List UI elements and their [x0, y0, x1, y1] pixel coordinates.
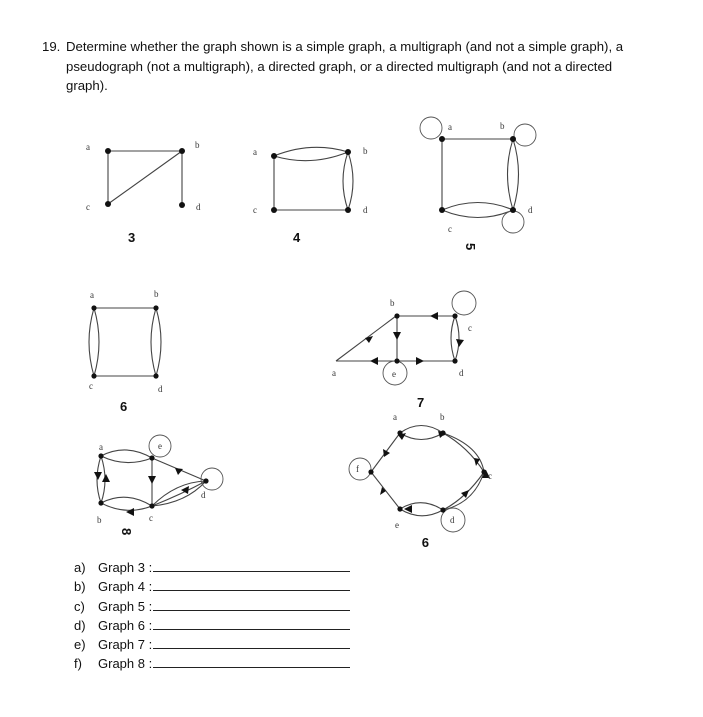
graph-9-vertex-b: b — [440, 412, 445, 422]
answer-label: Graph 6 : — [98, 617, 153, 633]
answer-list — [74, 558, 350, 674]
answer-row — [74, 616, 350, 635]
graph-9-vertex-c: c — [488, 471, 492, 481]
graph-4-vertex-c: c — [253, 205, 257, 215]
answer-blank-graph-7[interactable] — [153, 635, 350, 649]
graph-6-vertex-c: c — [89, 381, 93, 391]
graph-8-vertex-c: c — [149, 513, 153, 523]
answer-blank-graph-5[interactable] — [153, 597, 350, 611]
graph-3-vertex-a: a — [86, 142, 90, 152]
graph-3-vertex-c: c — [86, 202, 90, 212]
answer-blank-graph-6[interactable] — [153, 616, 350, 630]
answer-letter: e) — [74, 637, 86, 653]
graph-5-number: 5 — [463, 243, 478, 251]
graph-7-vertex-a: a — [332, 368, 336, 378]
graph-3 — [86, 140, 201, 245]
answer-blank-graph-4[interactable] — [153, 577, 350, 591]
answer-label: Graph 8 : — [98, 656, 153, 672]
graph-8-number: 8 — [119, 528, 134, 536]
graph-4-vertex-b: b — [363, 146, 368, 156]
graph-9-vertex-e: e — [395, 520, 399, 530]
graph-5-vertex-c: c — [448, 224, 452, 234]
answer-letter: f) — [74, 656, 82, 672]
answer-row — [74, 654, 350, 673]
graph-6-number: 6 — [120, 399, 128, 414]
graph-4-number: 4 — [293, 230, 301, 245]
graph-7-number: 7 — [417, 395, 425, 410]
graph-5-vertex-a: a — [448, 122, 452, 132]
answer-row — [74, 558, 350, 577]
question-text: Determine whether the graph shown is a simple graph, a multigraph (and not a simple graph), a pseudograph (not a multigraph), a directed graph, or a directed multigraph (and not a directed graph). — [66, 39, 624, 93]
graph-3-number: 3 — [128, 230, 136, 245]
graph-6 — [89, 289, 163, 414]
answer-row — [74, 635, 350, 654]
answer-label: Graph 3 : — [98, 560, 153, 575]
graph-6-vertex-d: d — [158, 384, 163, 394]
graph-5-vertex-d: d — [528, 205, 533, 215]
graph-7 — [332, 291, 476, 410]
graph-7-vertex-d: d — [459, 368, 464, 378]
answer-row — [74, 577, 350, 596]
answer-letter: b) — [74, 579, 86, 595]
answer-blank-graph-3[interactable] — [153, 558, 350, 572]
answer-blank-graph-8[interactable] — [153, 654, 350, 668]
graph-7-vertex-e: e — [392, 369, 396, 379]
graph-9-vertex-f: f — [356, 464, 359, 474]
answer-row — [74, 597, 350, 616]
graph-5 — [420, 117, 536, 250]
answer-label: Graph 5 : — [98, 598, 153, 614]
answer-label: Graph 7 : — [98, 637, 153, 653]
graph-9-vertex-d: d — [450, 515, 455, 525]
graph-3-vertex-b: b — [195, 140, 200, 150]
graph-8-vertex-e: e — [158, 441, 162, 451]
graph-7-vertex-b: b — [390, 298, 395, 308]
graph-9-vertex-a: a — [393, 412, 397, 422]
answer-letter: c) — [74, 598, 85, 614]
graph-7-vertex-c: c — [468, 323, 472, 333]
graph-5-vertex-b: b — [500, 121, 505, 131]
graph-8 — [94, 435, 223, 535]
graph-4-vertex-a: a — [253, 147, 257, 157]
question-number: 19. — [42, 39, 61, 54]
graph-9-number: 9 — [421, 535, 429, 550]
graph-3-vertex-d: d — [196, 202, 201, 212]
graph-8-vertex-d: d — [201, 490, 206, 500]
answer-letter: a) — [74, 560, 86, 575]
graph-4 — [253, 146, 368, 245]
graph-8-vertex-b: b — [97, 515, 102, 525]
answer-label: Graph 4 : — [98, 579, 153, 595]
graph-6-vertex-a: a — [90, 290, 94, 300]
graph-6-vertex-b: b — [154, 289, 159, 299]
answer-letter: d) — [74, 617, 86, 633]
graph-8-vertex-a: a — [99, 442, 103, 452]
graph-9 — [349, 412, 492, 550]
graph-4-vertex-d: d — [363, 205, 368, 215]
